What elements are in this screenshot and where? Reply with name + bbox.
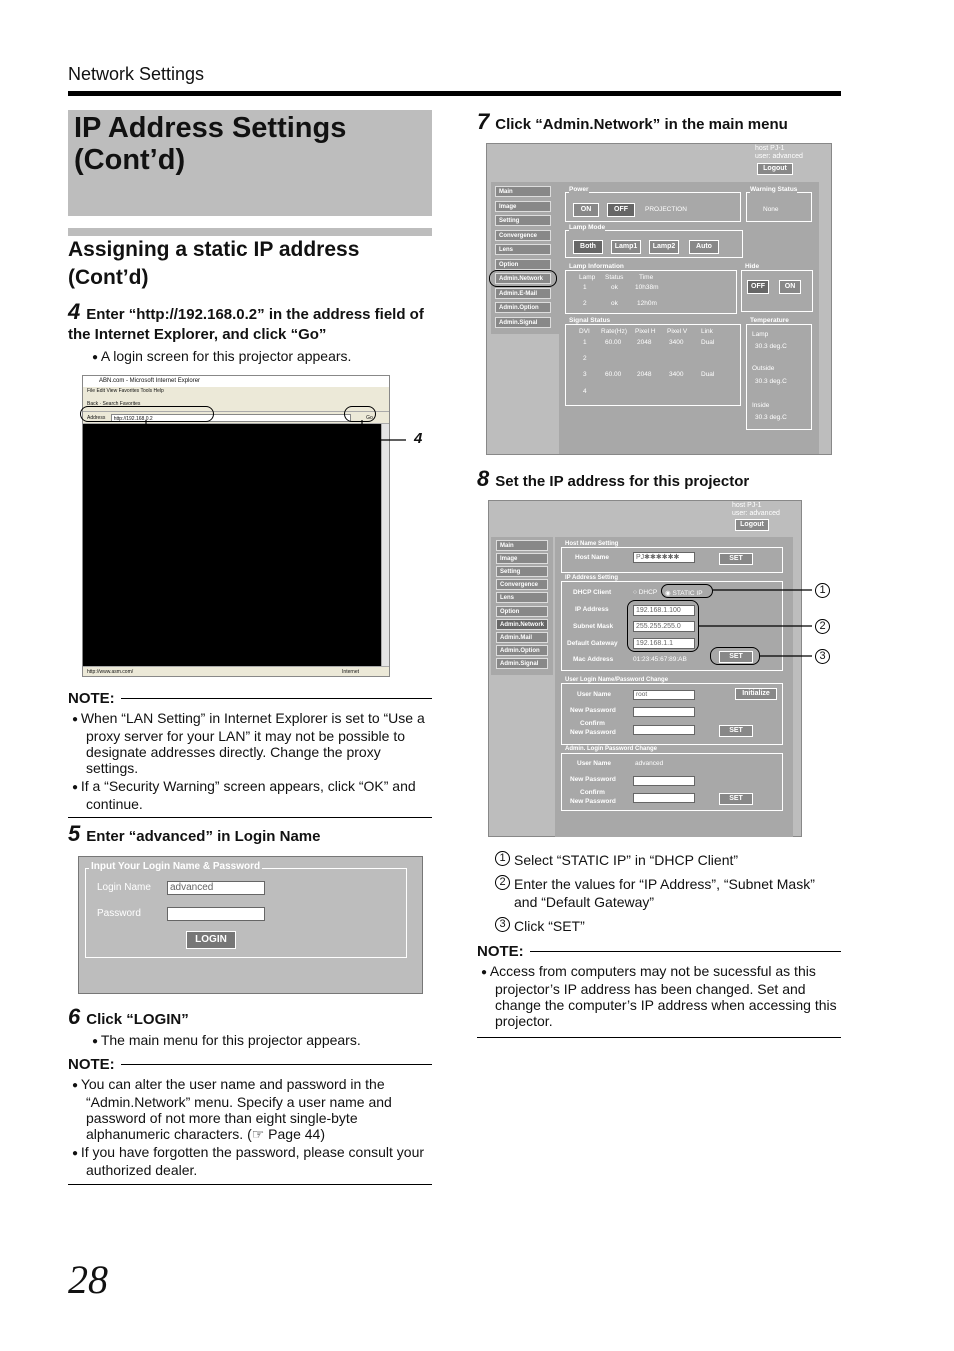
signal-cell: 1 [583,339,587,346]
temperature-legend: Temperature [750,317,789,324]
nav-admin-signal[interactable]: Admin.Signal [495,317,551,328]
note-1-label: NOTE: [68,690,115,707]
menu-host: host PJ-1 [755,145,785,152]
subtitle-rule [68,228,432,236]
login-button[interactable]: LOGIN [186,931,236,949]
mac-address-label: Mac Address [573,656,614,663]
signal-cell: Dual [701,339,715,346]
signal-cell: 3400 [669,339,684,346]
ie-status-zone: Internet [342,669,359,675]
note-3-rule [477,1037,841,1038]
section-label: Network Settings [68,64,205,84]
dhcp-label: DHCP Client [573,589,612,596]
admin-new-password-label: New Password [570,776,616,783]
dhcp-radio[interactable]: ○ DHCP [633,589,658,596]
user-set-button[interactable]: SET [719,725,753,737]
step-7-text: Click “Admin.Network” in the main menu [495,116,788,133]
note-3-list [479,963,841,1029]
note-1-list [70,710,432,812]
subtitle [68,236,432,292]
user-name-input[interactable]: root [633,690,695,700]
lamp-info-legend: Lamp Information [569,263,624,270]
note-2-label: NOTE: [68,1056,115,1073]
ie-toolbar: Back · Search Favorites [83,396,389,412]
signal-cell: 60.00 [605,339,622,346]
power-status: PROJECTION [645,206,687,213]
admin-user-name-value: advanced [635,760,664,767]
signal-cell: 2 [583,355,587,362]
warning-frame [746,192,812,222]
step-4-bullet: ● A login screen for this projector appears. [90,348,430,366]
ip-logout-button[interactable]: Logout [735,519,769,531]
step-6-text: Click “LOGIN” [86,1011,189,1028]
note-2-heading [68,1056,432,1073]
subtitle-line1: Assigning a static IP address [68,238,360,261]
note-1-item: ● If a “Security Warning” screen appears, click “OK” and continue. [70,778,432,812]
subtitle-line2: (Cont’d) [68,266,149,289]
step-5 [68,821,432,847]
nav-admin-option[interactable]: Admin.Option [495,302,551,313]
step-8-callout-lines [690,580,820,670]
hide-on-button[interactable]: ON [779,280,801,294]
signal-frame [565,324,741,406]
ip-user: user: advanced [732,510,780,517]
signal-legend: Signal Status [569,317,611,324]
nav-admin-signal[interactable]: Admin.Signal [496,658,548,669]
nav-main[interactable]: Main [496,540,548,551]
note-3-heading [477,943,841,960]
lamp-mode-both[interactable]: Both [573,240,603,254]
nav-setting[interactable]: Setting [495,215,551,226]
callout-2: 2 [815,619,830,634]
admin-new-password-input[interactable] [633,776,695,786]
step-4-text: Enter “http://192.168.0.2” in the address field of the Internet Explorer, and click “Go” [68,306,424,343]
signal-cell: 3 [583,371,587,378]
nav-admin-network[interactable]: Admin.Network [495,273,551,284]
dhcp-option-label: DHCP [638,589,658,596]
user-name-label: User Name [577,691,611,698]
note-1-heading [68,690,432,707]
ie-scrollbar[interactable] [381,424,389,666]
lamp-info-header: Lamp [579,274,596,281]
step-8-instruction [495,917,841,935]
nav-option[interactable]: Option [496,606,548,617]
nav-admin-mail[interactable]: Admin.Mail [496,632,548,643]
step-7 [477,109,841,135]
step-8-instruction-number: 1 [495,851,510,866]
admin-confirm-label: Confirm [580,789,605,796]
mac-address-value: 01:23:45:67:89:AB [633,656,687,663]
ip-address-label: IP Address [575,606,609,613]
note-3-label: NOTE: [477,943,524,960]
login-name-input[interactable]: advanced [167,881,265,895]
step-8 [477,466,841,492]
ie-status-url: http://www.asm.com/ [87,669,134,675]
signal-cell: Dual [701,371,715,378]
signal-header: DVI [579,328,590,335]
confirm-password-input[interactable] [633,725,695,735]
step-8-instruction-number: 3 [495,917,510,932]
signal-cell: 2048 [637,371,652,378]
host-name-legend: Host Name Setting [565,541,619,547]
step-6-bullet: ● The main menu for this projector appears. [90,1032,430,1050]
note-2-item: ● You can alter the user name and password in the “Admin.Network” menu. Specify a user name and password of not more than eight single-byte alphanumeric characters. (☞ Page 44) [70,1076,432,1142]
step-8-text: Set the IP address for this projector [495,473,750,490]
default-gateway-label: Default Gateway [567,640,618,647]
lamp-mode-legend: Lamp Mode [569,224,606,231]
step-8-instruction-number: 2 [495,875,510,890]
temp-label: Lamp [752,331,769,338]
nav-convergence[interactable]: Convergence [496,579,548,590]
admin-network-callout-oval [489,270,557,287]
nav-main[interactable]: Main [495,186,551,197]
step-6 [68,1004,432,1030]
step-6-number: 6 [68,1004,81,1029]
signal-header: Rate(Hz) [601,328,628,335]
lamp-mode-auto[interactable]: Auto [689,240,719,254]
confirm-password-label: New Password [570,729,616,736]
step-8-instruction-text: Enter the values for “IP Address”, “Subnet Mask” and “Default Gateway” [514,876,815,910]
login-legend: Input Your Login Name & Password [91,861,261,872]
step-8-instruction [495,851,841,869]
signal-cell: 2048 [637,339,652,346]
login-screenshot [78,856,423,994]
ie-page-area [83,424,381,666]
callout-1: 1 [815,583,830,598]
new-password-input[interactable] [633,707,695,717]
note-2-rule [68,1184,432,1185]
nav-admin-network[interactable]: Admin.Network [496,619,548,630]
admin-password-legend: Admin. Login Password Change [565,746,658,752]
warning-value: None [763,206,779,213]
password-input[interactable] [167,907,265,921]
menu-user: user: advanced [755,153,803,160]
power-off-button[interactable]: OFF [607,203,635,217]
temp-label: Outside [752,365,775,372]
main-menu-screenshot [486,143,832,455]
ip-set-button[interactable]: SET [719,651,753,663]
note-2-item: ● If you have forgotten the password, please consult your authorized dealer. [70,1144,432,1178]
nav-option[interactable]: Option [495,259,551,270]
static-ip-radio[interactable]: ◉ STATIC IP [665,590,703,597]
nav-convergence[interactable]: Convergence [495,230,551,241]
ip-host: host PJ-1 [732,502,762,509]
nav-image[interactable]: Image [495,201,551,212]
nav-image[interactable]: Image [496,553,548,564]
lamp-info-cell: ok [611,300,618,307]
callout-number-4: 4 [414,430,423,447]
admin-confirm-password-label: New Password [570,798,616,805]
temp-label: Inside [752,402,770,409]
power-on-button[interactable]: ON [573,203,599,217]
initialize-button[interactable]: Initialize [735,688,777,700]
user-login-legend: User Login Name/Password Change [565,677,669,683]
menu-logout-button[interactable]: Logout [757,163,793,175]
new-password-label: New Password [570,707,616,714]
temp-value: 30.3 deg.C [755,414,787,421]
subnet-mask-label: Subnet Mask [573,623,614,630]
host-name-label: Host Name [575,554,609,561]
step-8-number: 8 [477,466,490,491]
step-4 [68,299,432,345]
default-gateway-input[interactable]: 192.168.1.1 [633,638,695,649]
step-8-instruction-text: Select “STATIC IP” in “DHCP Client” [514,852,739,868]
lamp-mode-lamp1[interactable]: Lamp1 [611,240,641,254]
address-fields-callout-oval [627,600,699,652]
signal-header: Pixel V [667,328,688,335]
nav-lens[interactable]: Lens [495,244,551,255]
temp-value: 30.3 deg.C [755,343,787,350]
subnet-mask-input[interactable]: 255.255.255.0 [633,621,695,632]
ie-address-label: Address [87,415,106,421]
ie-address-field[interactable]: http://192.168.0.2 [111,414,351,422]
lamp-info-header: Status [605,274,624,281]
password-label: Password [97,908,141,919]
note-1-item: ● When “LAN Setting” in Internet Explorer is set to “Use a proxy server for your LAN” it may not be possible to designate addresses directly. Change the proxy settings. [70,710,432,776]
lamp-info-cell: ok [611,284,618,291]
temp-value: 30.3 deg.C [755,378,787,385]
step-5-text: Enter “advanced” in Login Name [86,828,321,845]
lamp-info-header: Time [639,274,654,281]
note-2-list [70,1076,432,1178]
ie-menu-bar: File Edit View Favorites Tools Help [83,387,389,396]
step-7-number: 7 [477,109,490,134]
hide-off-button[interactable]: OFF [747,280,769,294]
header-rule [68,91,841,96]
host-name-input[interactable]: PJ✱✱✱✱✱✱ [633,552,695,563]
callout-lines [140,420,420,444]
confirm-label: Confirm [580,720,605,727]
login-name-label: Login Name [97,882,151,893]
page-title-line1: IP Address Settings [74,112,347,144]
warning-legend: Warning Status [750,186,798,193]
page-number: 28 [68,1257,108,1302]
lamp-info-cell: 10h38m [635,284,659,291]
nav-admin-email[interactable]: Admin.E-Mail [495,288,551,299]
step-8-instructions [495,851,841,935]
signal-cell: 60.00 [605,371,622,378]
nav-setting[interactable]: Setting [496,566,548,577]
step-8-instruction-text: Click “SET” [514,918,585,934]
hide-legend: Hide [745,263,760,270]
lamp-info-cell: 12h0m [637,300,657,307]
admin-set-button[interactable]: SET [719,793,753,805]
ip-address-input[interactable]: 192.168.1.100 [633,605,695,616]
host-name-set-button[interactable]: SET [719,553,753,565]
ie-status-bar [83,666,389,676]
ie-title-bar: ABN.com - Microsoft Internet Explorer [83,376,389,387]
nav-lens[interactable]: Lens [496,592,548,603]
power-legend: Power [569,186,589,193]
lamp-mode-lamp2[interactable]: Lamp2 [649,240,679,254]
admin-user-name-label: User Name [577,760,611,767]
callout-3: 3 [815,649,830,664]
ie-go-button[interactable]: Go [366,415,373,421]
ip-address-legend: IP Address Setting [565,575,619,581]
page-title-line2: (Cont’d) [74,144,186,176]
static-ip-option-label: STATIC IP [672,590,703,597]
step-5-number: 5 [68,821,81,846]
nav-admin-option[interactable]: Admin.Option [496,645,548,656]
step-8-instruction [495,875,841,911]
signal-cell: 4 [583,388,587,395]
step-4-number: 4 [68,299,81,324]
title-box [68,110,432,216]
lamp-info-cell: 2 [583,300,587,307]
signal-header: Link [701,328,713,335]
lamp-info-cell: 1 [583,284,587,291]
signal-header: Pixel H [635,328,656,335]
note-1-rule [68,817,432,818]
admin-confirm-password-input[interactable] [633,793,695,803]
note-3-item: ● Access from computers may not be sucessful as this projector’s IP address has been changed. Set and change the computer’s IP address when accessing this projector. [479,963,841,1029]
signal-cell: 3400 [669,371,684,378]
